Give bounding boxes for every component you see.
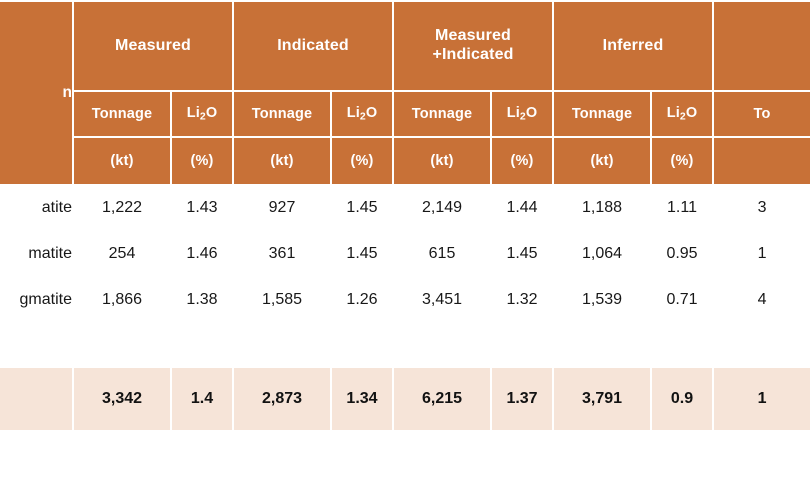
row-name: matite [0,231,73,277]
header-group-inferred: Inferred [553,1,713,91]
unit-measured-tonnage: (kt) [73,137,171,185]
cell-mi-grade: 1.44 [491,185,553,231]
spacer-cell [651,323,713,367]
header-group-mi-line2: +Indicated [432,46,514,63]
header-inferred-grade: $Li_2O$ [651,91,713,137]
total-row-label [0,367,73,431]
spacer-cell [331,323,393,367]
spacer-cell [171,323,233,367]
table-spacer-row [0,323,811,367]
cell-indicated-tonnage: 927 [233,185,331,231]
row-name: atite [0,185,73,231]
cell-total-tonnage: 3 [713,185,811,231]
table-body [0,185,811,431]
cell-mi-tonnage: 3,451 [393,277,491,323]
header-total-tonnage: To [713,91,811,137]
total-mi-grade: 1.37 [491,367,553,431]
header-group-mi-line1: Measured [435,27,511,45]
unit-indicated-tonnage: (kt) [233,137,331,185]
cell-mi-grade: 1.32 [491,277,553,323]
header-first-column: n [0,1,73,185]
table-row [0,231,811,277]
table-total-row [0,367,811,431]
cell-mi-tonnage: 2,149 [393,185,491,231]
unit-mi-tonnage: (kt) [393,137,491,185]
cell-measured-grade: 1.38 [171,277,233,323]
unit-measured-grade: (%) [171,137,233,185]
unit-mi-grade: (%) [491,137,553,185]
spacer-cell [393,323,491,367]
cell-inferred-grade: 0.95 [651,231,713,277]
unit-total-tonnage [713,137,811,185]
unit-indicated-grade: (%) [331,137,393,185]
cell-indicated-tonnage: 361 [233,231,331,277]
unit-inferred-grade: (%) [651,137,713,185]
total-measured-tonnage: 3,342 [73,367,171,431]
cell-total-tonnage: 4 [713,277,811,323]
cell-measured-tonnage: 1,866 [73,277,171,323]
cell-indicated-grade: 1.45 [331,185,393,231]
table-row [0,185,811,231]
header-group-measured: Measured [73,1,233,91]
header-measured-grade: $Li_2O$ [171,91,233,137]
header-group-measured-indicated [393,1,553,91]
spacer-cell [73,323,171,367]
total-indicated-tonnage: 2,873 [233,367,331,431]
row-name: gmatite [0,277,73,323]
cell-measured-grade: 1.46 [171,231,233,277]
unit-inferred-tonnage: (kt) [553,137,651,185]
header-row-groups [0,1,811,91]
spacer-cell [491,323,553,367]
spacer-cell [553,323,651,367]
header-indicated-grade: $Li_2O$ [331,91,393,137]
cell-measured-tonnage: 254 [73,231,171,277]
cell-measured-tonnage: 1,222 [73,185,171,231]
cell-indicated-grade: 1.26 [331,277,393,323]
cell-inferred-grade: 1.11 [651,185,713,231]
total-inferred-tonnage: 3,791 [553,367,651,431]
total-measured-grade: 1.4 [171,367,233,431]
header-mi-tonnage: Tonnage [393,91,491,137]
total-inferred-grade: 0.9 [651,367,713,431]
header-measured-tonnage: Tonnage [73,91,171,137]
total-indicated-grade: 1.34 [331,367,393,431]
cell-total-tonnage: 1 [713,231,811,277]
total-mi-tonnage: 6,215 [393,367,491,431]
header-mi-grade: $Li_2O$ [491,91,553,137]
header-row-subheaders [0,91,811,137]
total-total-tonnage: 1 [713,367,811,431]
cell-inferred-tonnage: 1,064 [553,231,651,277]
cell-indicated-grade: 1.45 [331,231,393,277]
header-inferred-tonnage: Tonnage [553,91,651,137]
cell-inferred-tonnage: 1,539 [553,277,651,323]
header-group-indicated: Indicated [233,1,393,91]
spacer-cell [713,323,811,367]
cell-measured-grade: 1.43 [171,185,233,231]
cell-inferred-grade: 0.71 [651,277,713,323]
header-row-units [0,137,811,185]
header-indicated-tonnage: Tonnage [233,91,331,137]
cell-inferred-tonnage: 1,188 [553,185,651,231]
cell-indicated-tonnage: 1,585 [233,277,331,323]
spacer-cell [233,323,331,367]
cell-mi-tonnage: 615 [393,231,491,277]
header-group-total [713,1,811,91]
table-row [0,277,811,323]
cell-mi-grade: 1.45 [491,231,553,277]
table-head [0,1,811,185]
spacer-cell [0,323,73,367]
